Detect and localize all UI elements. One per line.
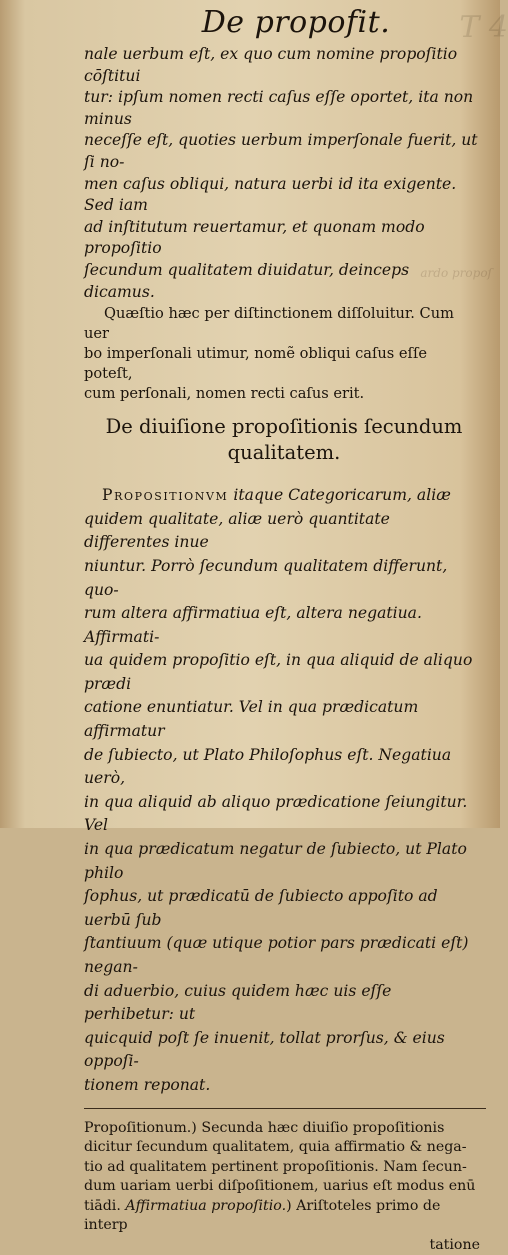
text-line: tio ad qualitatem pertinent propoſitionis. Nam ſecun-: [84, 1158, 467, 1175]
text-line: catione enuntiatur. Vel in qua prædicatum affirmatur: [84, 698, 419, 741]
text-line: [84, 1197, 480, 1236]
main-paragraph: [84, 484, 480, 1097]
text-line: ſtantiuum (quæ utique potior pars prædicati eſt) negan-: [84, 934, 469, 976]
bleed-through-text: ardo propoſ: [420, 266, 492, 280]
catchword: tatione: [429, 1236, 480, 1253]
text-line: tur: ipſum nomen recti caſus eſſe oportet, ita non minus: [84, 88, 474, 128]
opening-paragraph: [84, 44, 480, 303]
text-line: bo imperſonali utimur, nomẽ obliqui caſus eſſe poteſt,: [84, 345, 427, 383]
divider-rule: [84, 1108, 486, 1109]
section-title-line: De diuiſione propoſitionis ſecundum: [105, 415, 463, 439]
commentary: [84, 1119, 480, 1255]
section-title: [94, 414, 474, 466]
bleed-through-text: T 4: [459, 10, 508, 45]
lemma-tag: Affirmatiua propoſitio.: [125, 1197, 287, 1214]
text-line: niuntur. Porrò ſecundum qualitatem differunt, quo-: [84, 556, 448, 599]
text-span: ) Ariſtoteles primo de interp: [84, 1197, 441, 1234]
running-head: De propofit.: [201, 5, 391, 40]
text-line: di aduerbio, cuius quidem hæc uis eſſe perhibetur: ut: [84, 981, 392, 1024]
text-line: de ſubiecto, ut Plato Philoſophus eſt. Negatiua uerò,: [84, 745, 452, 788]
text-line: tionem reponat.: [84, 1075, 211, 1094]
text-line: Propoſitionum.) Secunda hæc diuiſio propoſitionis: [84, 1119, 445, 1136]
text-line: rum altera affirmatiua eſt, altera negatiua. Affirmati-: [84, 604, 422, 646]
text-line: Quæſtio hæc per diſtinctionem diſſoluitur. Cum uer: [84, 305, 454, 343]
lead-word: Propositionvm: [102, 486, 229, 505]
text-span: tiādi.: [84, 1197, 126, 1214]
quaestio-paragraph: [84, 304, 480, 404]
text-line: dicitur ſecundum qualitatem, quia affirmatio & nega-: [84, 1139, 467, 1156]
text-line: dum uariam uerbi diſpoſitionem, uarius eſt modus enū: [84, 1178, 476, 1195]
text-span: itaque Categoricarum, aliæ: [228, 486, 451, 505]
text-line: neceſſe eſt, quoties uerbum imperſonale fuerit, ut ſi no-: [84, 131, 478, 171]
text-line: [84, 484, 480, 508]
text-line: nale uerbum eſt, ex quo cum nomine propoſitio cōſtitui: [84, 45, 458, 85]
text-line: ua quidem propoſitio eſt, in qua aliquid de aliquo prædi: [84, 651, 473, 693]
text-line: ſophus, ut prædicatū de ſubiecto appoſito ad uerbū ſub: [84, 887, 438, 929]
text-line: ſecundum qualitatem diuidatur, deinceps dicamus.: [84, 260, 410, 301]
text-line: ad inſtitutum reuertamur, et quonam modo propoſitio: [84, 217, 425, 258]
text-line: men caſus obliqui, natura uerbi id ita exigente. Sed iam: [84, 174, 457, 215]
text-line: in qua prædicatum negatur de ſubiecto, ut Plato philo: [84, 840, 467, 882]
section-title-line: qualitatem.: [227, 441, 341, 465]
text-line: in qua aliquid ab aliquo prædicatione ſeiungitur. Vel: [84, 792, 468, 835]
text-line: quicquid poſt ſe inuenit, tollat prorſus, & eius oppoſi-: [84, 1028, 445, 1071]
text-line: cum perſonali, nomen recti caſus erit.: [84, 385, 365, 403]
text-line: quidem qualitate, aliæ uerò quantitate differentes inue: [84, 509, 390, 552]
